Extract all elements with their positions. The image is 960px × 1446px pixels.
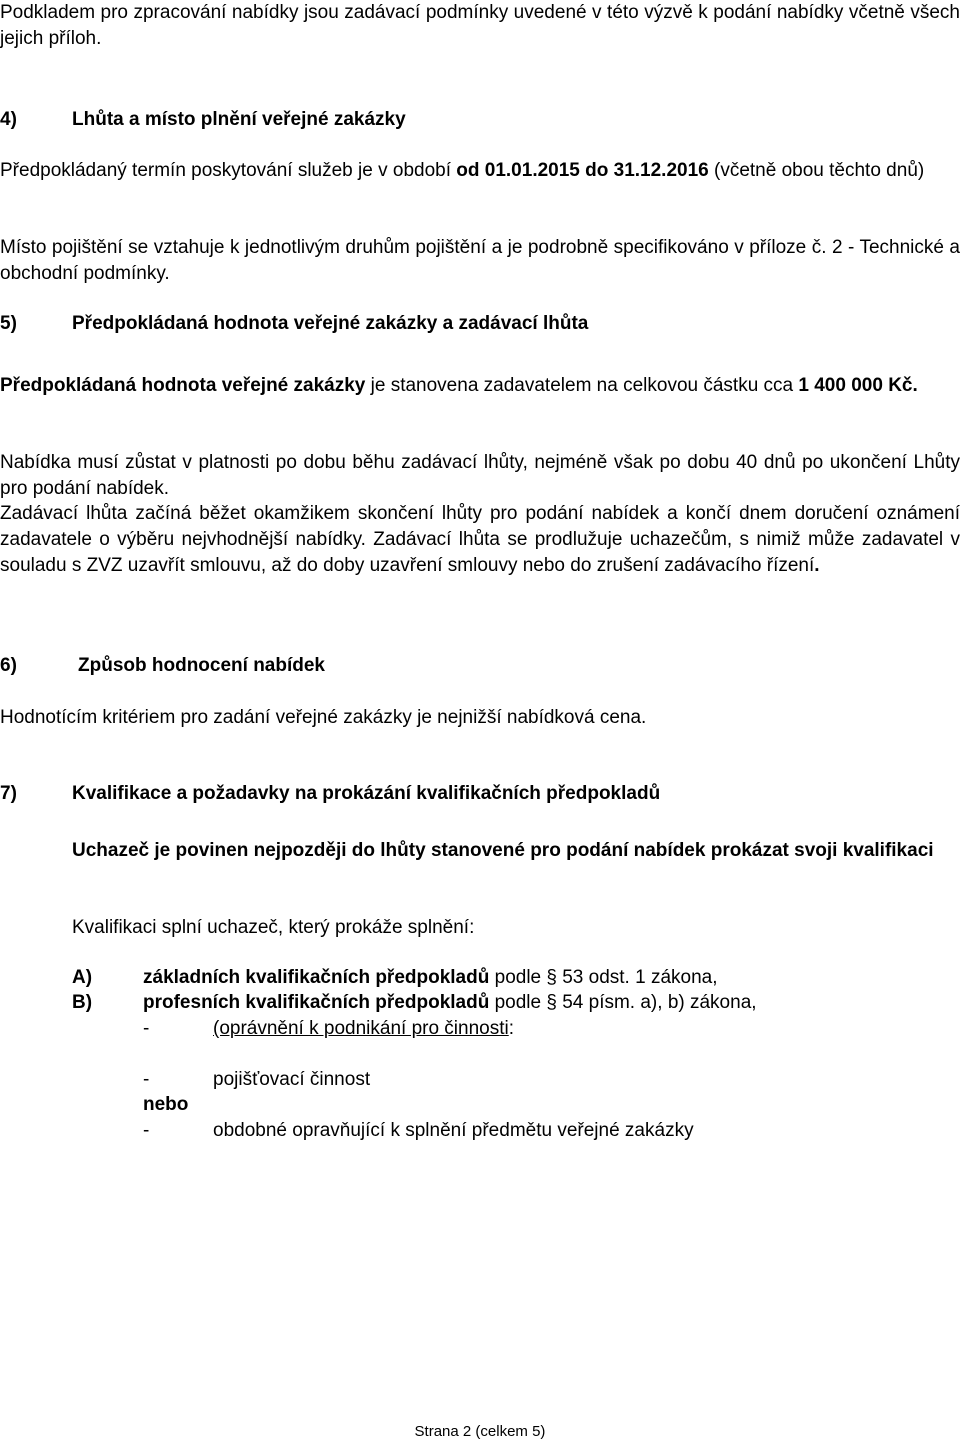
value-label: Předpokládaná hodnota veřejné zakázky [0, 375, 366, 396]
sub-item-similar [0, 1118, 960, 1144]
or-label: nebo [143, 1094, 189, 1115]
value-paragraph [0, 373, 960, 399]
term-prefix: Předpokládaný termín poskytování služeb je v období [0, 160, 457, 181]
term-dates: od 01.01.2015 do 31.12.2016 [456, 160, 709, 181]
sub-item-text: (oprávnění k podnikání pro činnosti: [213, 1018, 515, 1039]
sub-item-insurance [0, 1067, 960, 1093]
section-4-heading [0, 107, 960, 133]
dash-bullet: - [143, 1069, 150, 1090]
term-suffix: (včetně obou těchto dnů) [708, 160, 925, 181]
qualification-subtitle: Uchazeč je povinen nejpozději do lhůty stanovené pro podání nabídek prokázat svoji kvalifikaci [72, 840, 934, 861]
sub-item-text: obdobné opravňující k splnění předmětu veřejné zakázky [213, 1120, 694, 1141]
section-title: Lhůta a místo plnění veřejné zakázky [72, 109, 406, 130]
sub-item-licence [0, 1016, 960, 1042]
validity-paragraph: Nabídka musí zůstat v platnosti po dobu běhu zadávací lhůty, nejméně však po dobu 40 dnů po ukončení Lhůty pro podání nabídek. [0, 452, 960, 499]
section-title: Předpokládaná hodnota veřejné zakázky a zadávací lhůta [72, 313, 589, 334]
item-a [0, 965, 960, 991]
place-paragraph: Místo pojištění se vztahuje k jednotlivým druhům pojištění a je podrobně specifikováno v příloze č. 2 - Technické a obchodní podmínky. [0, 237, 960, 284]
qualification-intro: Kvalifikaci splní uchazeč, který prokáže splnění: [72, 917, 475, 938]
value-text: je stanovena zadavatelem na celkovou částku cca [365, 375, 799, 396]
section-number: 5) [0, 313, 17, 334]
page-footer: Strana 2 (celkem 5) [414, 1423, 546, 1440]
period-paragraph [0, 501, 960, 579]
section-title: Kvalifikace a požadavky na prokázání kvalifikačních předpokladů [72, 783, 661, 804]
section-number: 6) [0, 655, 17, 676]
section-6-heading [0, 653, 960, 679]
service-term-paragraph [0, 158, 960, 184]
section-number: 7) [0, 783, 17, 804]
item-text: profesních kvalifikačních předpokladů podle § 54 písm. a), b) zákona, [143, 992, 757, 1013]
period-text: Zadávací lhůta začíná běžet okamžikem skončení lhůty pro podání nabídek a končí dnem doručení oznámení zadavatele o výběru nejvhodnější nabídky. Zadávací lhůta se prodlužuje uchazečům, s nimiž může zadavatel v souladu s ZVZ uzavřít smlouvu, až do doby uzavření smlouvy nebo do zrušení zadávacího řízení [0, 503, 960, 576]
item-label: B) [72, 992, 93, 1013]
period-end: . [814, 555, 820, 576]
sub-item-text: pojišťovací činnost [213, 1069, 371, 1090]
item-text: základních kvalifikačních předpokladů podle § 53 odst. 1 zákona, [143, 967, 718, 988]
dash-bullet: - [143, 1120, 150, 1141]
item-label: A) [72, 967, 93, 988]
section-title: Způsob hodnocení nabídek [78, 655, 325, 676]
value-amount: 1 400 000 Kč. [798, 375, 918, 396]
evaluation-paragraph: Hodnotícím kritériem pro zadání veřejné zakázky je nejnižší nabídková cena. [0, 707, 647, 728]
section-5-heading [0, 311, 960, 337]
section-number: 4) [0, 109, 17, 130]
section-7-heading [0, 781, 960, 807]
item-b [0, 990, 960, 1016]
dash-bullet: - [143, 1018, 150, 1039]
intro-paragraph: Podkladem pro zpracování nabídky jsou zadávací podmínky uvedené v této výzvě k podání nabídky včetně všech jejich příloh. [0, 2, 960, 49]
